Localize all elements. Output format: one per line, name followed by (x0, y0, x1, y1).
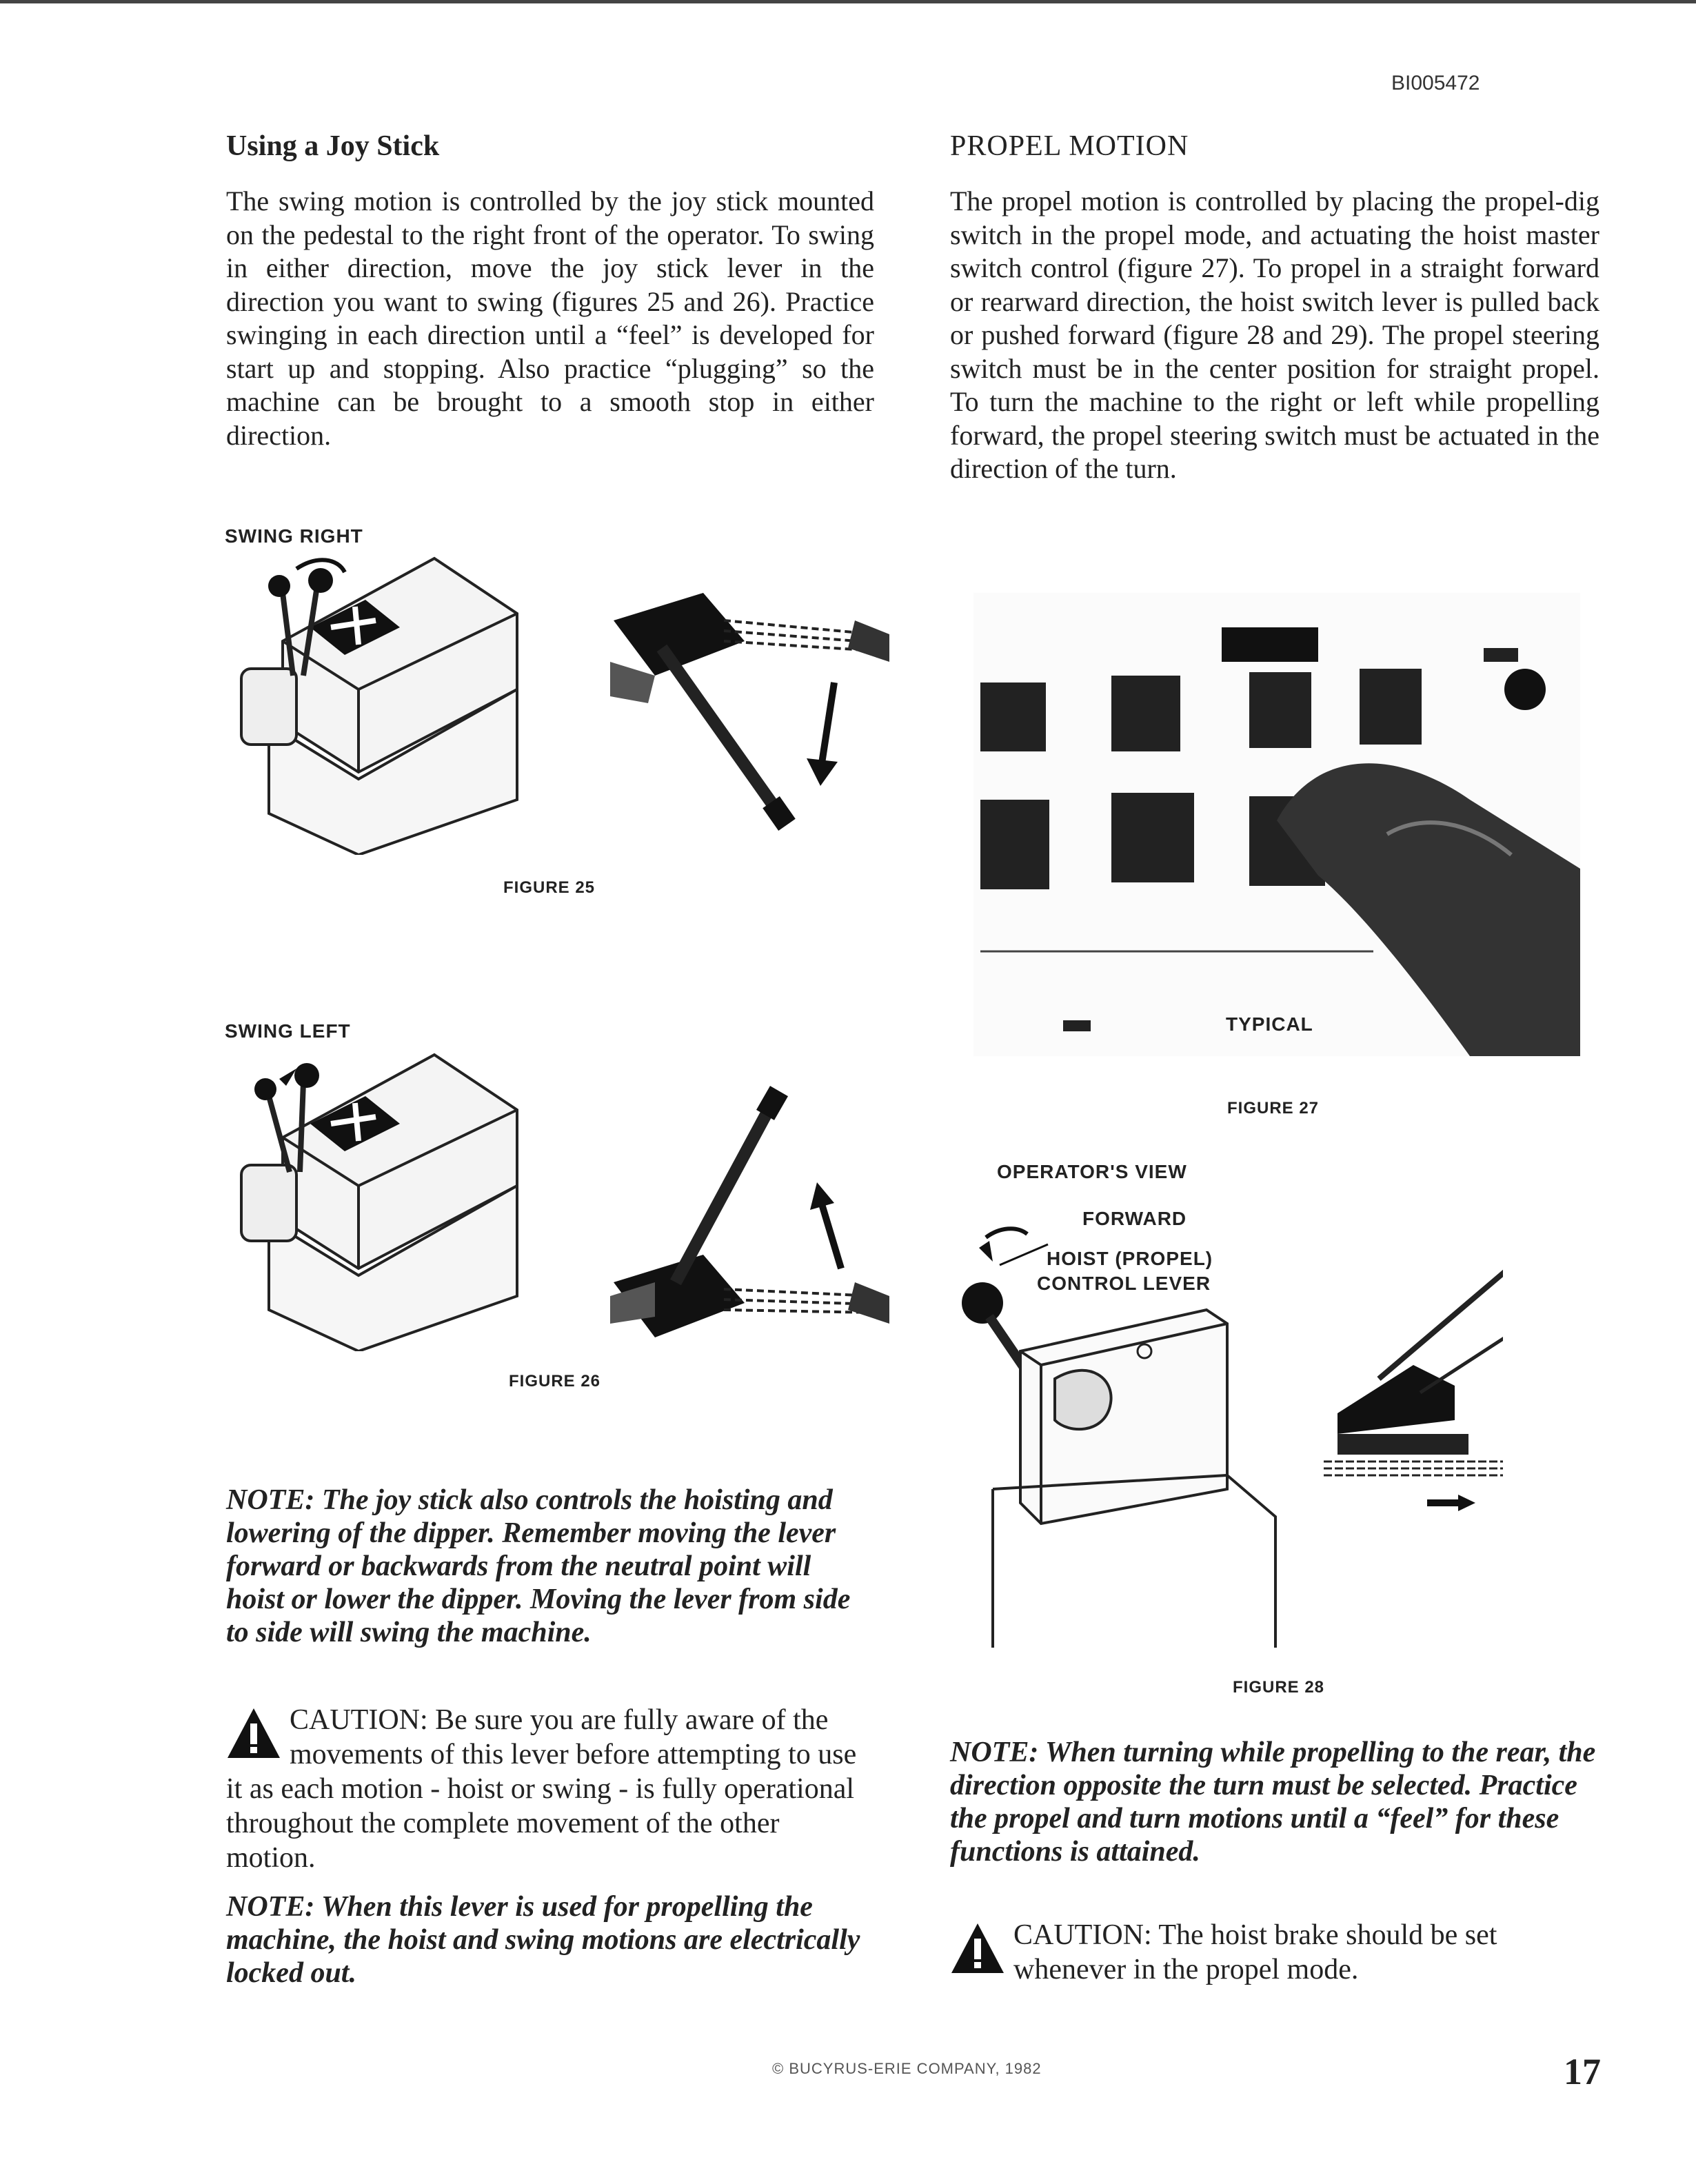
propel-heading: PROPEL MOTION (950, 130, 1189, 162)
hoist-brake-caution-text: CAUTION: The hoist brake should be set whenever in the propel mode. (1013, 1919, 1497, 1985)
figure-26-caption: FIGURE 26 (509, 1372, 601, 1391)
operators-view-label: OPERATOR'S VIEW (997, 1161, 1187, 1182)
page-number: 17 (1564, 2051, 1601, 2092)
figure-28-illustration (951, 1200, 1503, 1655)
swing-right-label: SWING RIGHT (225, 525, 363, 547)
copyright-footer: © BUCYRUS-ERIE COMPANY, 1982 (772, 2060, 1042, 2077)
figure-25-illustration (228, 552, 889, 855)
warning-icon (950, 1921, 1005, 1976)
forward-label: FORWARD (1082, 1208, 1187, 1229)
typical-label: TYPICAL (1226, 1013, 1313, 1035)
hoist-label-line2: CONTROL LEVER (1037, 1273, 1211, 1294)
figure-26-illustration (228, 1048, 889, 1351)
hoist-brake-caution (950, 1918, 1599, 1987)
warning-icon (226, 1706, 281, 1761)
figure-28-caption: FIGURE 28 (1233, 1678, 1325, 1697)
propel-paragraph: The propel motion is controlled by placing the propel-dig switch in the propel mode, and actuating the hoist master switch control (figure 27). To propel in a straight forward or rearward direction, the hoist switch lever is pulled back or pushed forward (figure 28 and 29). The propel steering switch must be in the center position for straight propel. To turn the machine to the right or left while propelling forward, the propel steering switch must be actuated in the direction of the turn. (950, 185, 1599, 484)
document-id: BI005472 (1391, 72, 1480, 94)
joystick-heading: Using a Joy Stick (226, 130, 440, 162)
joystick-caution (226, 1703, 874, 1875)
top-rule (0, 0, 1696, 3)
figure-25-caption: FIGURE 25 (503, 878, 596, 897)
joystick-paragraph: The swing motion is controlled by the joy stick mounted on the pedestal to the right front of the operator. To swing in either direction, move the joy stick lever in the direction you want to swing (figures 25 and 26). Practice swinging in each direction until a “feel” is developed for start up and stopping. Also practice “plugging” so the machine can be brought to a smooth stop in either direction. (226, 185, 874, 451)
joystick-caution-text: CAUTION: Be sure you are fully aware of the movements of this lever before attempting to use it as each motion - hoist or swing - is fully operational throughout the complete movement of the other motion. (226, 1704, 857, 1874)
propel-turn-note: NOTE: When turning while propelling to the rear, the direction opposite the turn must be selected. Practice the propel and turn motions until a “feel” for these functions is attained. (950, 1737, 1596, 1868)
joystick-note: NOTE: The joy stick also controls the hoisting and lowering of the dipper. Remember moving the lever forward or backwards from the neutral point will hoist or lower the dipper. Moving the lever from side to side will swing the machine. (226, 1484, 851, 1648)
figure-27-photo (973, 593, 1580, 1056)
swing-left-label: SWING LEFT (225, 1020, 351, 1042)
propel-lockout-note: NOTE: When this lever is used for propelling the machine, the hoist and swing motions are electrically locked out. (226, 1891, 860, 1989)
figure-27-caption: FIGURE 27 (1227, 1099, 1320, 1118)
hoist-label-line1: HOIST (PROPEL) (1047, 1248, 1213, 1269)
